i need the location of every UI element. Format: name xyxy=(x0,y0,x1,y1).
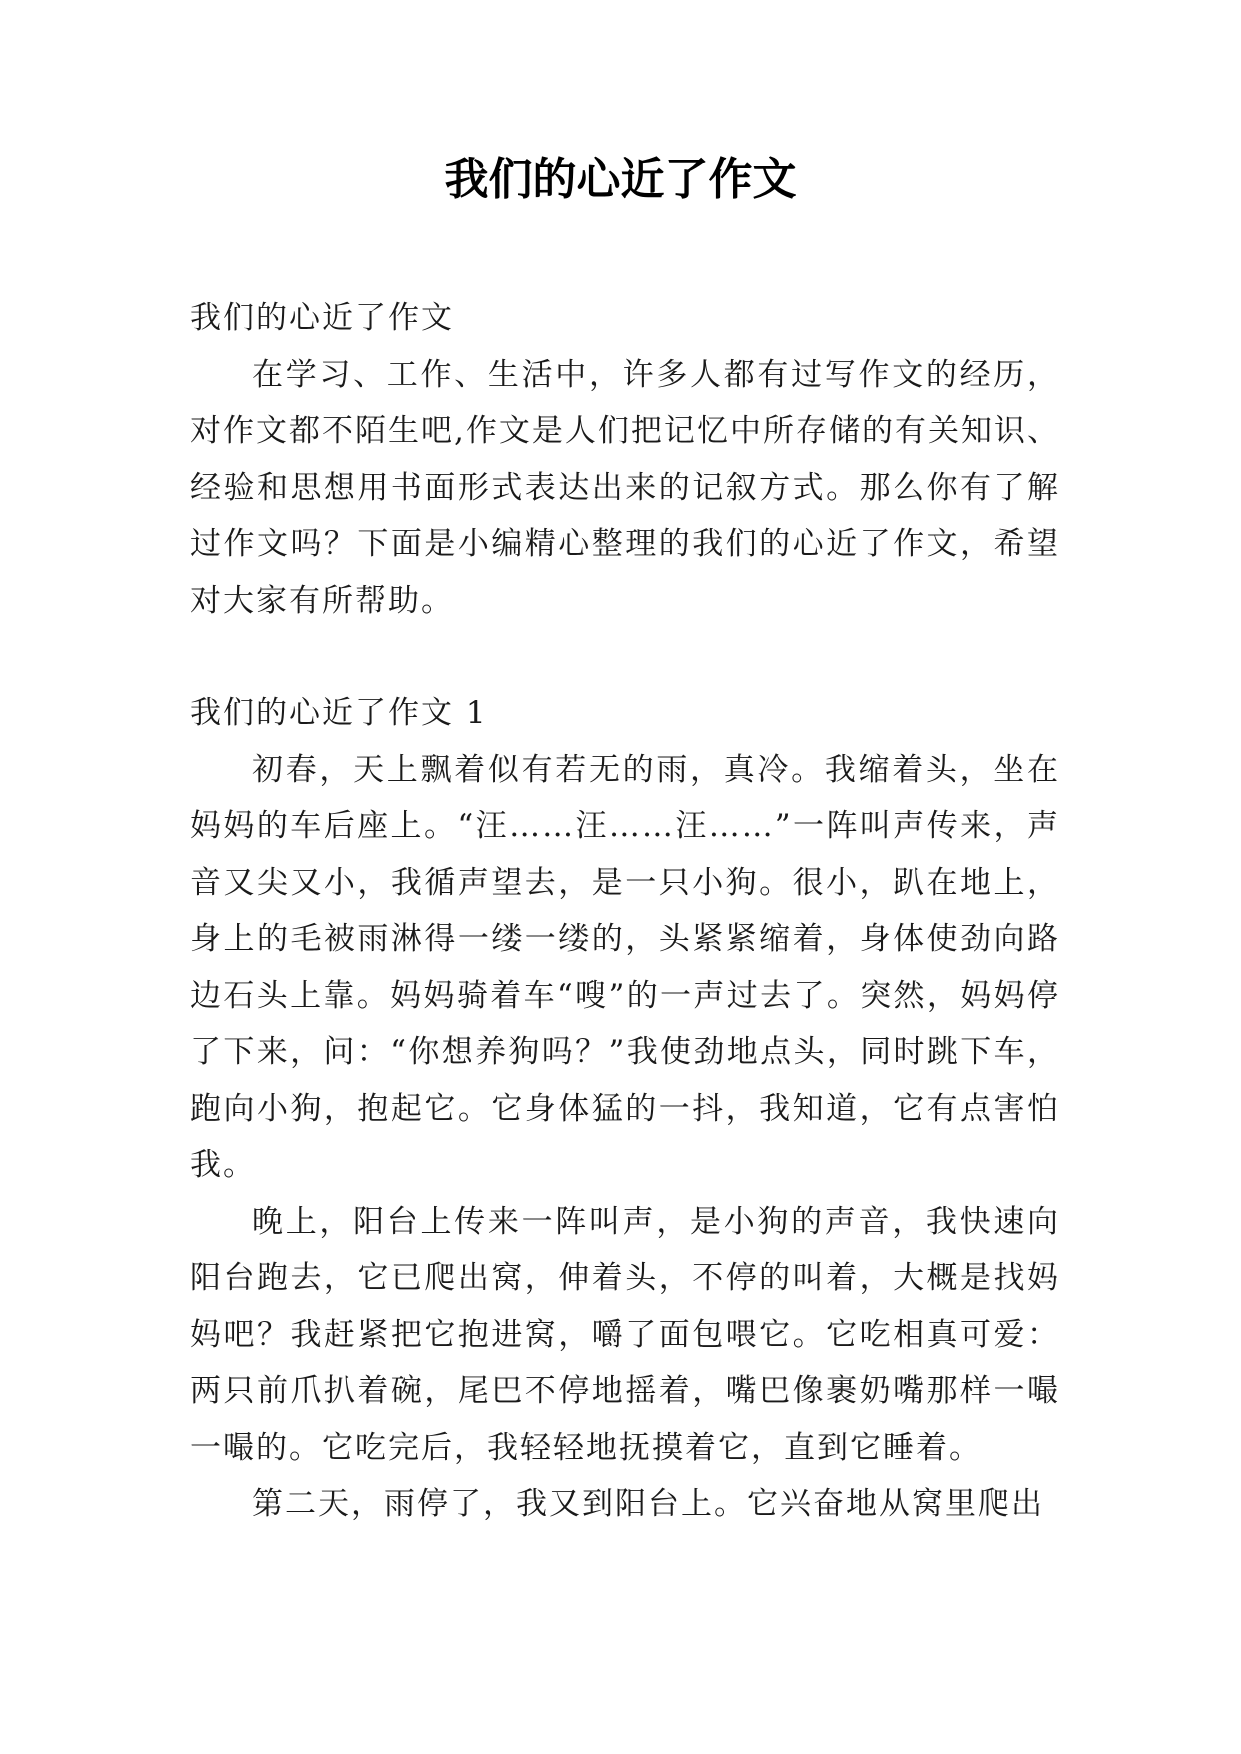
page-title: 我们的心近了作文 xyxy=(444,154,797,205)
essay-1-paragraph-3: 第二天，雨停了，我又到阳台上。它兴奋地从窝里爬出 xyxy=(252,1486,1044,1522)
essay-1-heading: 我们的心近了作文 1 xyxy=(190,695,488,731)
essay-1-paragraph-1: 初春，天上飘着似有若无的雨，真冷。我缩着头，坐在妈妈的车后座上。“汪……汪……汪……”一阵叫声传来，声音又尖又小，我循声望去，是一只小狗。很小，趴在地上，身上的毛被雨淋得一缕一缕的，头紧紧缩着，身体使劲向路边石头上靠。妈妈骑着车“嗖”的一声过去了。突然，妈妈停了下来，问：“你想养狗吗？”我使劲地点头，同时跳下车，跑向小狗，抱起它。它身体猛的一抖，我知道，它有点害怕我。 xyxy=(190,751,1060,1183)
intro-paragraph: 在学习、工作、生活中，许多人都有过写作文的经历，对作文都不陌生吧,作文是人们把记忆中所存储的有关知识、经验和思想用书面形式表达出来的记叙方式。那么你有了解过作文吗？下面是小编精心整理的我们的心近了作文，希望对大家有所帮助。 xyxy=(190,356,1060,619)
section-spacer xyxy=(190,629,1060,685)
intro-heading: 我们的心近了作文 xyxy=(190,300,454,336)
essay-1-paragraph-2: 晚上，阳台上传来一阵叫声，是小狗的声音，我快速向阳台跑去，它已爬出窝，伸着头，不停的叫着，大概是找妈妈吧？我赶紧把它抱进窝，嚼了面包喂它。它吃相真可爱：两只前爪扒着碗，尾巴不停地摇着，嘴巴像裹奶嘴那样一嘬一嘬的。它吃完后，我轻轻地抚摸着它，直到它睡着。 xyxy=(190,1203,1060,1466)
document-body xyxy=(190,290,1060,1533)
